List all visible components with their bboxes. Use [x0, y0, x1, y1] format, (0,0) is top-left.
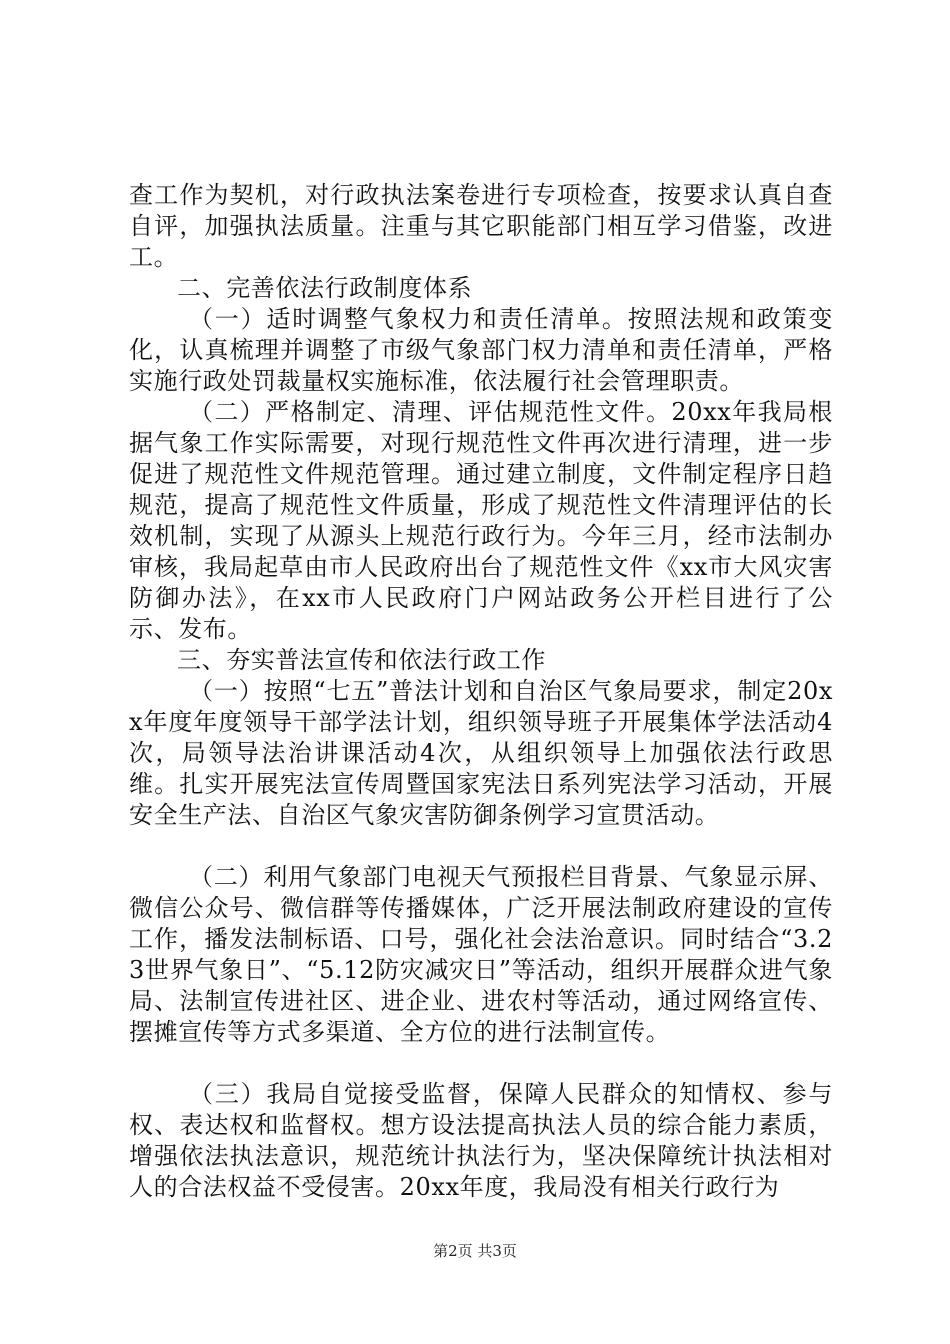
paragraph-gap: [129, 831, 833, 862]
paragraph-3-2: （二）利用气象部门电视天气预报栏目背景、气象显示屏、微信公众号、微信群等传播媒体，广泛开展法制政府建设的宣传工作，播发法制标语、口号，强化社会法治意识。同时结合“3.23世界气象日”、“5.12防灾减灾日”等活动，组织开展群众进气象局、法制宣传进社区、进企业、进农村等活动，通过网络宣传、摆摊宣传等方式多渠道、全方位的进行法制宣传。: [129, 863, 833, 1046]
paragraph-gap: [129, 1048, 833, 1079]
paragraph-3-3: （三）我局自觉接受监督，保障人民群众的知情权、参与权、表达权和监督权。想方设法提高执法人员的综合能力素质，增强依法执法意识，规范统计执法行为，坚决保障统计执法相对人的合法权益不受侵害。20xx年度，我局没有相关行政行为: [129, 1080, 833, 1201]
section-heading-3: 三、夯实普法宣传和依法行政工作: [177, 646, 546, 674]
paragraph-2-2: （二）严格制定、清理、评估规范性文件。20xx年我局根据气象工作实际需要，对现行规范性文件再次进行清理，进一步促进了规范性文件规范管理。通过建立制度，文件制定程序日趋规范，提高了规范性文件质量，形成了规范性文件清理评估的长效机制，实现了从源头上规范行政行为。今年三月，经市法制办审核，我局起草由市人民政府出台了规范性文件《xx市大风灾害防御办法》，在xx市人民政府门户网站政务公开栏目进行了公示、发布。: [129, 398, 833, 643]
paragraph-2-1: （一）适时调整气象权力和责任清单。按照法规和政策变化，认真梳理并调整了市级气象部门权力清单和责任清单，严格实施行政处罚裁量权实施标准，依法履行社会管理职责。: [129, 305, 833, 395]
paragraph-3-1: （一）按照“七五”普法计划和自治区气象局要求，制定20xx年度年度领导干部学法计划，组织领导班子开展集体学法活动4次，局领导法治讲课活动4次，从组织领导上加强依法行政思维。扎实开展宪法宣传周暨国家宪法日系列宪法学习活动，开展安全生产法、自治区气象灾害防御条例学习宣贯活动。: [129, 677, 833, 829]
paragraph-continuation: 查工作为契机，对行政执法案卷进行专项检查，按要求认真自查自评，加强执法质量。注重与其它职能部门相互学习借鉴，改进工。: [129, 181, 833, 271]
document-body: [129, 180, 833, 1203]
page-footer: 第2页 共3页: [433, 1242, 517, 1260]
section-heading-2: 二、完善依法行政制度体系: [177, 274, 473, 302]
